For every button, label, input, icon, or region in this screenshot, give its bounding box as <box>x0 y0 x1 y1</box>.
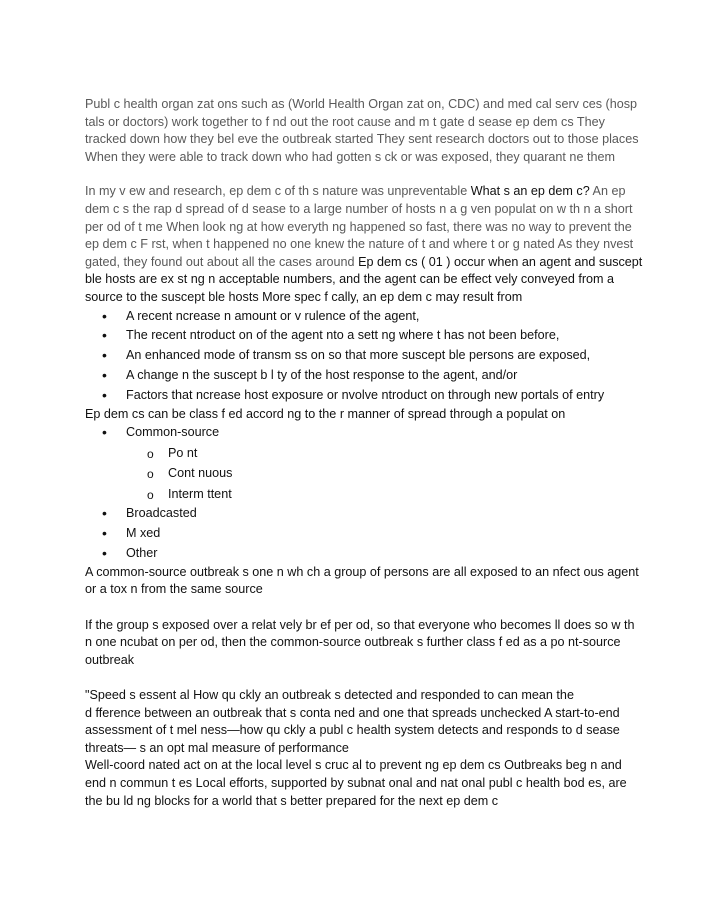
common-source-subtypes <box>85 443 645 505</box>
text-segment-dark: Ep dem cs ( 01 ) occur when an agent and suscept ble hosts are ex st ng n acceptable numbers, and the agent can be effect vely conveyed from a source to the suscept ble hosts More spec f cally, an ep dem c may result from <box>85 254 643 304</box>
paragraph-speed <box>85 687 645 757</box>
list-item: • M xed <box>85 524 645 544</box>
types-list-continued <box>85 504 645 563</box>
paragraph-common-source: A common-source outbreak s one n wh ch a group of persons are all exposed to an nfect ous agent or a tox n from the same source <box>85 564 639 597</box>
list-item: o Po nt <box>85 443 645 464</box>
text-segment-question: What s an ep dem c? <box>470 184 590 199</box>
list-item: o Interm ttent <box>85 484 645 505</box>
paragraph-local-action: Well-coord nated act on at the local level s cruc al to prevent ng ep dem cs Outbreaks beg n and end n commun t es Local efforts, supported by subnat onal and nat onal publ c health bod es, are the bu ld ng blocks for a world that s better prepared for the next ep dem c <box>85 758 627 808</box>
speed-rest: d fference between an outbreak that s conta ned and one that spreads unchecked A start-to-end assessment of t mel ness—how qu ckly a publ c health system detects and responds to d sease threats— s an opt mal measure of performance <box>85 705 620 755</box>
list-item: • A change n the suscept b l ty of the host response to the agent, and/or <box>85 366 645 386</box>
speed-first-line: "Speed s essent al How qu ckly an outbreak s detected and responded to can mean the <box>85 687 574 702</box>
list-item: • Common-source <box>85 423 645 443</box>
list-item: • An enhanced mode of transm ss on so that more suscept ble persons are exposed, <box>85 346 645 366</box>
list-item: o Cont nuous <box>85 463 645 484</box>
list-item: • Broadcasted <box>85 504 645 524</box>
list-item: • Factors that ncrease host exposure or nvolve ntroduct on through new portals of entry <box>85 386 645 406</box>
paragraph-gap <box>85 599 645 617</box>
factors-list <box>85 307 645 406</box>
paragraph-gap <box>85 669 645 687</box>
document-body <box>85 96 645 810</box>
paragraph-gap <box>85 166 645 183</box>
classification-line: Ep dem cs can be class f ed accord ng to the r manner of spread through a populat on <box>85 406 566 421</box>
list-item: • The recent ntroduct on of the agent nto a sett ng where t has not been before, <box>85 326 645 346</box>
paragraph-epidemic-definition <box>85 183 645 306</box>
list-item: • Other <box>85 544 645 564</box>
text-segment-gray: An ep dem c s the rap d spread of d sease to a large number of hosts n a g ven populat on w th n a short per od of t me When look ng at how everyth ng happened so fast, there was no way to prevent the ep dem c F rst, when t happened no one knew the nature of t and where t or g nated As they nvest gated, they found out about all the cases around <box>85 184 634 269</box>
paragraph-point-source: If the group s exposed over a relat vely br ef per od, so that everyone who becomes ll does so w th n one ncubat on per od, then the common-source outbreak s further class f ed as a po nt-source outbreak <box>85 617 635 667</box>
list-item: • A recent ncrease n amount or v rulence of the agent, <box>85 307 645 327</box>
text-segment-gray: In my v ew and research, ep dem c of th s nature was unpreventable <box>85 184 471 199</box>
types-list <box>85 423 645 443</box>
paragraph-public-health: Publ c health organ zat ons such as (World Health Organ zat on, CDC) and med cal serv ces (hosp tals or doctors) work together to f nd out the root cause and m t gate d sease ep dem cs They tracked down how they bel eve the outbreak started They sent research doctors out to those places When they were able to track down who had gotten s ck or was exposed, they quarant ne them <box>85 97 639 164</box>
